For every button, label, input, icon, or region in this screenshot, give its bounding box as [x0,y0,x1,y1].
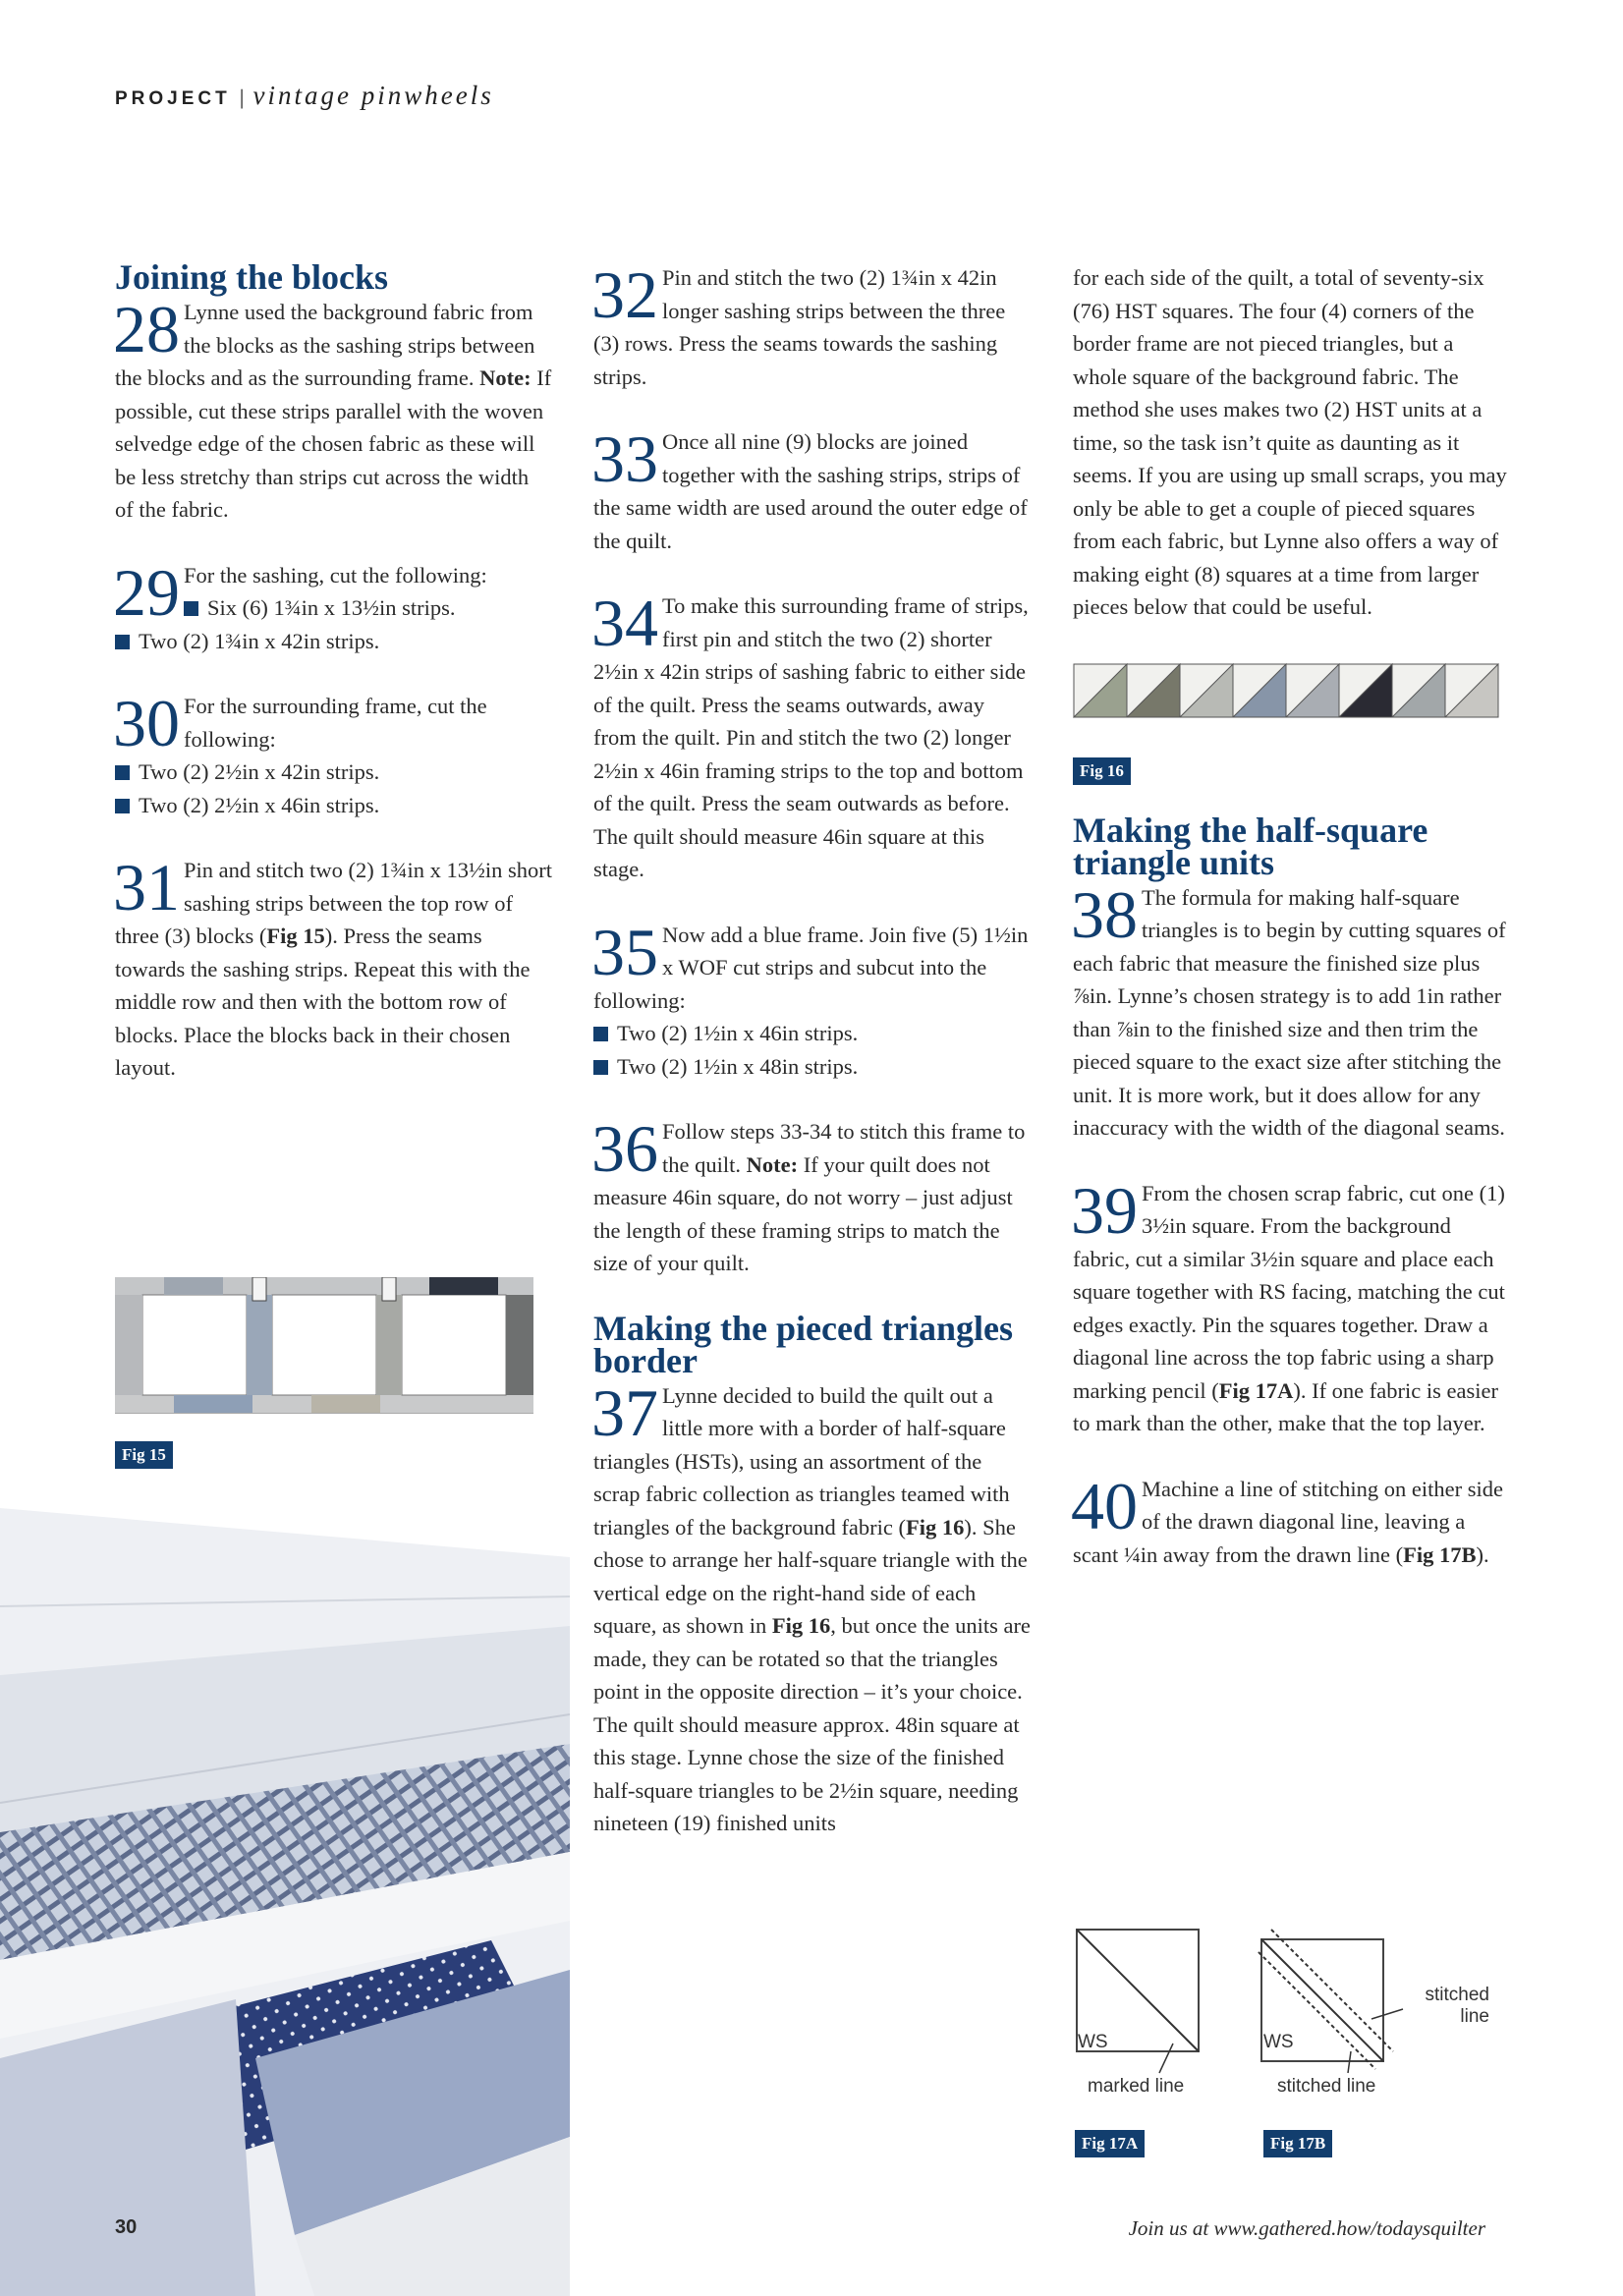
step-text: Pin and stitch the two (2) 1¾in x 42in longer sashing strips between the three (3) rows. Press the seams towards the sashing strips. [593,265,1006,389]
step-37 [591,1374,1031,1840]
column-1 [113,257,552,1117]
fig-16-hst-strip [1073,663,1501,718]
fig-15-illustration [115,1277,533,1415]
fig-17b-stitched: stitched line [1425,1985,1489,2027]
step-number: 34 [591,586,658,660]
step-30 [113,686,552,821]
step-text: Pin and stitch two (2) 1¾in x 13½in short sashing strips between the top row of three (3) blocks (Fig 15). Press the seams towards the sashing strips. Repeat this with the middle row and then with the bottom row of blocks. Place the blocks back in their chosen layout. [115,858,552,1080]
step-number: 32 [591,257,658,332]
step-39 [1071,1172,1510,1440]
step-text: For the surrounding frame, cut the following: [184,694,487,752]
heading-pieced-triangles: Making the pieced triangles border [593,1308,1013,1380]
header-subtitle: vintage pinwheels [252,81,494,110]
bullet-item: Two (2) 2½in x 42in strips. [115,756,552,789]
fig-17b-caption: stitched line [1277,2076,1376,2097]
step-text: The formula for making half-square triangles is to begin by cutting squares of each fabric that measure the finished size plus ⅞in. Lynne’s chosen strategy is to add 1in rather than ⅞in to the finished size and then trim the pieced square to the exact size after stitching the unit. It is more work, but it does allow for any inaccuracy with the width of the diagonal seams. [1073,884,1506,1140]
heading-joining-blocks: Joining the blocks [115,257,389,297]
step-number: 28 [113,292,180,366]
running-header [115,81,494,111]
step-32 [591,257,1031,393]
step-number: 40 [1071,1468,1138,1543]
bullet-item: Two (2) 2½in x 46in strips. [115,789,552,822]
step-34 [591,586,1031,886]
quilt-photo [0,1508,570,2296]
fig-15-label: Fig 15 [115,1441,173,1469]
heading-hst-units: Making the half-square triangle units [1073,810,1428,882]
footer-url: Join us at www.gathered.how/todaysquilter [1128,2216,1485,2240]
step-40 [1071,1468,1510,1572]
step-text: For the sashing, cut the following: [184,562,487,588]
step-text: Once all nine (9) blocks are joined together with the sashing strips, strips of the same width are used around the outer edge of the quilt. [593,429,1028,553]
fig-17a-ws: WS [1078,2032,1108,2052]
step-28 [113,292,552,527]
step-number: 38 [1071,876,1138,952]
bullet-item: Six (6) 1¾in x 13½in strips. [115,591,552,625]
step-number: 37 [591,1374,658,1450]
column-3 [1073,261,1510,1603]
bullet-item: Two (2) 1¾in x 42in strips. [115,625,552,658]
header-separator: | [238,85,246,109]
step-29 [113,554,552,658]
bullet-item: Two (2) 1½in x 46in strips. [593,1017,1031,1050]
step-text: Follow steps 33-34 to stitch this frame to the quilt. Note: If your quilt does not measure 46in square, do not worry – just adjust the length of these framing strips to match the size of your quilt. [593,1119,1026,1275]
fig-16-label: Fig 16 [1073,757,1131,785]
fig-17a-caption: marked line [1088,2076,1185,2097]
step-text: Lynne decided to build the quilt out a little more with a border of half-square triangles (HSTs), using an assortment of the scrap fabric collection as triangles teamed with triangles of the background fabric (Fig 16). She chose to arrange her half-square triangle with the vertical edge on the right-hand side of each square, as shown in Fig 16, but once the units are made, they can be rotated so that the triangles point in the opposite direction – it’s your choice. The quilt should measure approx. 48in square at this stage. Lynne chose the size of the finished half-square triangles to be 2½in square, needing nineteen (19) finished units [593,1382,1031,1835]
header-project: PROJECT [115,88,231,109]
step-38 [1071,876,1510,1145]
step-number: 29 [113,554,180,630]
step-31 [113,850,552,1085]
fig-17b-label: Fig 17B [1263,2130,1332,2157]
step-36 [591,1111,1031,1280]
step-33 [591,421,1031,557]
step-number: 36 [591,1111,658,1186]
step-number: 35 [591,914,658,989]
step-text: From the chosen scrap fabric, cut one (1) 3½in square. From the background fabric, cut a similar 3½in square and place each square together with RS facing, matching the cut edges exactly. Pin the squares together. Draw a diagonal line across the top fabric using a sharp marking pencil (Fig 17A). If one fabric is easier to mark than the other, make that the top layer. [1073,1180,1505,1435]
fig-17a-diagram [1075,1926,1232,2083]
step-text: Now add a blue frame. Join five (5) 1½in x WOF cut strips and subcut into the following: [593,922,1029,1013]
step-text: Lynne used the background fabric from the blocks as the sashing strips between the blocks and as the surrounding frame. Note: If possible, cut these strips parallel with the woven selvedge edge of the chosen fabric as these will be less stretchy than strips cut across the width of the fabric. [115,300,552,522]
step-text: Machine a line of stitching on either side of the drawn diagonal line, leaving a scant ¼in away from the drawn line (Fig 17B). [1073,1476,1504,1567]
continued-text: for each side of the quilt, a total of seventy-six (76) HST squares. The four (4) corners of the border frame are not pieced triangles, but a whole square of the background fabric. The method she uses makes two (2) HST units at a time, so the task isn’t quite as daunting as it seems. If you are using up small scraps, you may only be able to get a couple of pieced squares from each fabric, but Lynne also offers a way of making eight (8) squares at a time from larger pieces below that could be useful. [1073,265,1507,619]
step-number: 33 [591,421,658,496]
fig-17a-label: Fig 17A [1075,2130,1145,2157]
fig-17b-diagram [1258,1926,1415,2083]
step-number: 39 [1071,1172,1138,1248]
step-35 [591,914,1031,1084]
column-2 [591,257,1031,1873]
step-text: To make this surrounding frame of strips, first pin and stitch the two (2) shorter 2½in x 42in strips of sashing fabric to either side of the quilt. Press the seams outwards, away from the quilt. Pin and stitch the two (2) longer 2½in x 46in framing strips to the top and bottom of the quilt. Press the seam outwards as before. The quilt should measure 46in square at this stage. [593,593,1029,881]
page-number: 30 [115,2216,138,2238]
fig-17b-ws: WS [1263,2032,1294,2052]
step-number: 31 [113,850,180,924]
bullet-item: Two (2) 1½in x 48in strips. [593,1050,1031,1084]
step-number: 30 [113,686,180,760]
